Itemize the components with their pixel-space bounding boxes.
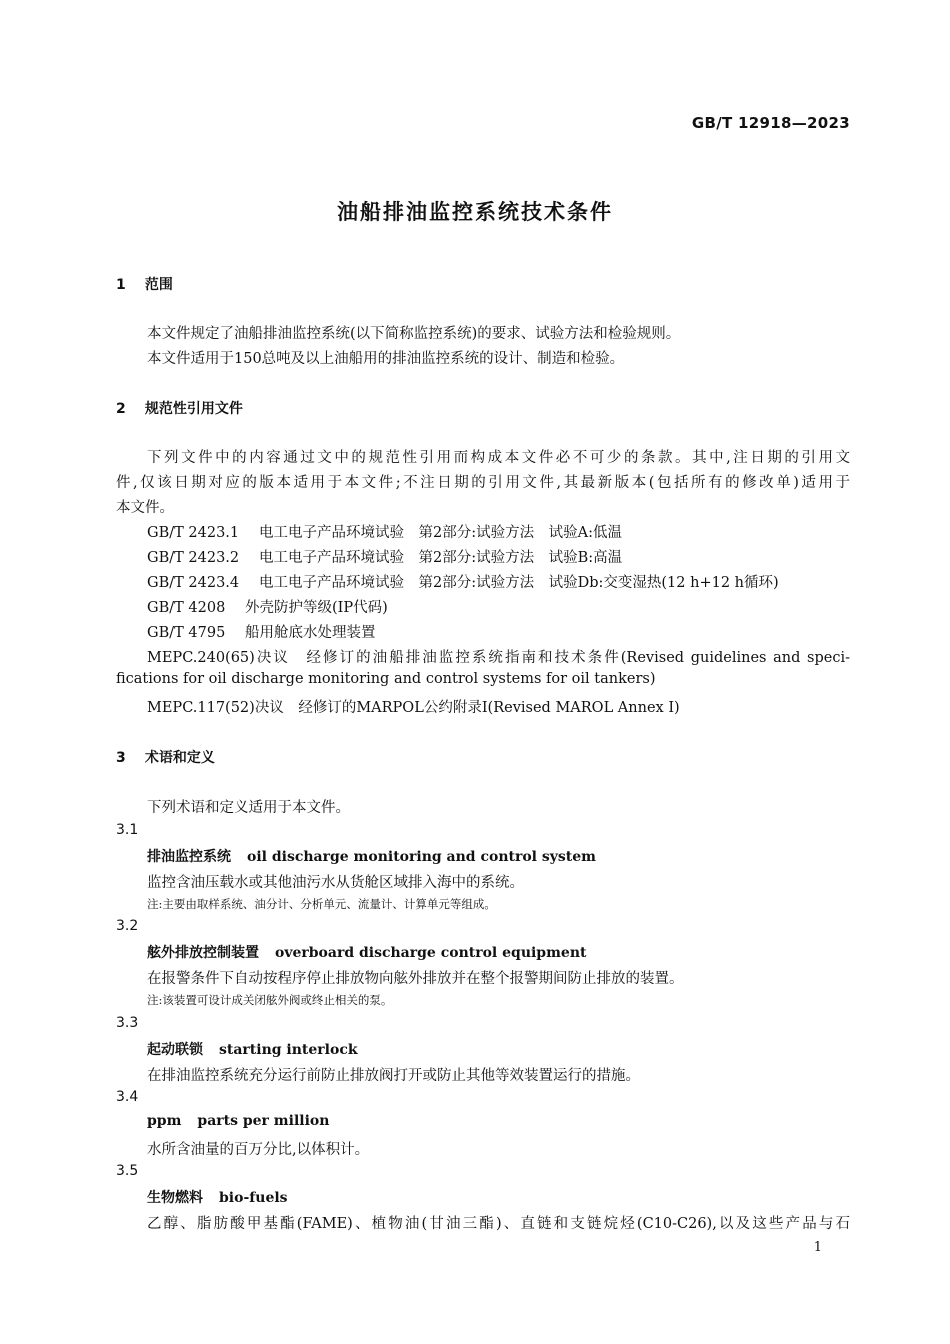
term-heading: ppm parts per million: [147, 1113, 330, 1129]
section-number: 2: [116, 401, 126, 417]
reference-item: GB/T 4208 外壳防护等级(IP代码): [147, 600, 388, 616]
standard-code: GB/T 12918—2023: [691, 114, 850, 132]
section-title: 术语和定义: [144, 750, 215, 766]
mepc-117-line: MEPC.117(52)决议 经修订的MARPOL公约附录Ⅰ(Revised MAROL Annex Ⅰ): [147, 700, 680, 716]
references-intro-line-2: 件,仅该日期对应的版本适用于本文件;不注日期的引用文件,其最新版本(包括所有的修改单)适用于: [116, 475, 850, 491]
scope-paragraph-2: 本文件适用于150总吨及以上油船用的排油监控系统的设计、制造和检验。: [147, 351, 625, 367]
term-number: 3.1: [116, 822, 139, 838]
section-1-heading: [116, 274, 173, 294]
term-definition: 在排油监控系统充分运行前防止排放阀打开或防止其他等效装置运行的措施。: [147, 1068, 640, 1084]
term-heading: 起动联锁 starting interlock: [147, 1042, 358, 1058]
term-definition: 乙醇、脂肪酸甲基酯(FAME)、植物油(甘油三酯)、直链和支链烷烃(C10-C26),以及这些产品与石: [147, 1216, 850, 1232]
section-number: 3: [116, 750, 126, 766]
section-title: 规范性引用文件: [144, 401, 243, 417]
section-number: 1: [116, 277, 126, 293]
term-definition: 在报警条件下自动按程序停止排放物向舷外排放并在整个报警期间防止排放的装置。: [147, 971, 684, 987]
reference-item: GB/T 4795 船用舱底水处理装置: [147, 625, 376, 641]
section-2-heading: [116, 398, 243, 418]
reference-item: GB/T 2423.4 电工电子产品环境试验 第2部分:试验方法 试验Db:交变湿热(12 h+12 h循环): [147, 575, 779, 591]
term-number: 3.4: [116, 1089, 139, 1105]
mepc-240-line-1: MEPC.240(65)决议 经修订的油船排油监控系统指南和技术条件(Revised guidelines and speci-: [147, 650, 850, 666]
term-note: 注:主要由取样系统、油分计、分析单元、流量计、计算单元等组成。: [147, 897, 496, 911]
document-title: 油船排油监控系统技术条件: [337, 200, 613, 224]
terms-intro: 下列术语和定义适用于本文件。: [147, 800, 350, 816]
term-number: 3.2: [116, 918, 139, 934]
references-intro-line-1: 下列文件中的内容通过文中的规范性引用而构成本文件必不可少的条款。其中,注日期的引用文: [147, 450, 850, 466]
scope-paragraph-1: 本文件规定了油船排油监控系统(以下简称监控系统)的要求、试验方法和检验规则。: [147, 326, 681, 342]
term-number: 3.5: [116, 1163, 139, 1179]
term-definition: 水所含油量的百万分比,以体积计。: [147, 1142, 370, 1158]
section-3-heading: [116, 747, 215, 767]
page-number: 1: [813, 1240, 822, 1255]
reference-item: GB/T 2423.2 电工电子产品环境试验 第2部分:试验方法 试验B:高温: [147, 550, 623, 566]
term-heading: 舷外排放控制装置 overboard discharge control equipment: [147, 945, 587, 961]
term-definition: 监控含油压载水或其他油污水从货舱区域排入海中的系统。: [147, 875, 524, 891]
section-title: 范围: [144, 277, 173, 293]
mepc-240-line-2: fications for oil discharge monitoring and control systems for oil tankers): [116, 671, 656, 687]
references-intro-line-3: 本文件。: [116, 500, 174, 516]
term-number: 3.3: [116, 1015, 139, 1031]
term-heading: 生物燃料 bio-fuels: [147, 1190, 288, 1206]
term-note: 注:该装置可设计成关闭舷外阀或终止相关的泵。: [147, 993, 393, 1007]
reference-item: GB/T 2423.1 电工电子产品环境试验 第2部分:试验方法 试验A:低温: [147, 525, 622, 541]
term-heading: 排油监控系统 oil discharge monitoring and control system: [147, 849, 596, 865]
